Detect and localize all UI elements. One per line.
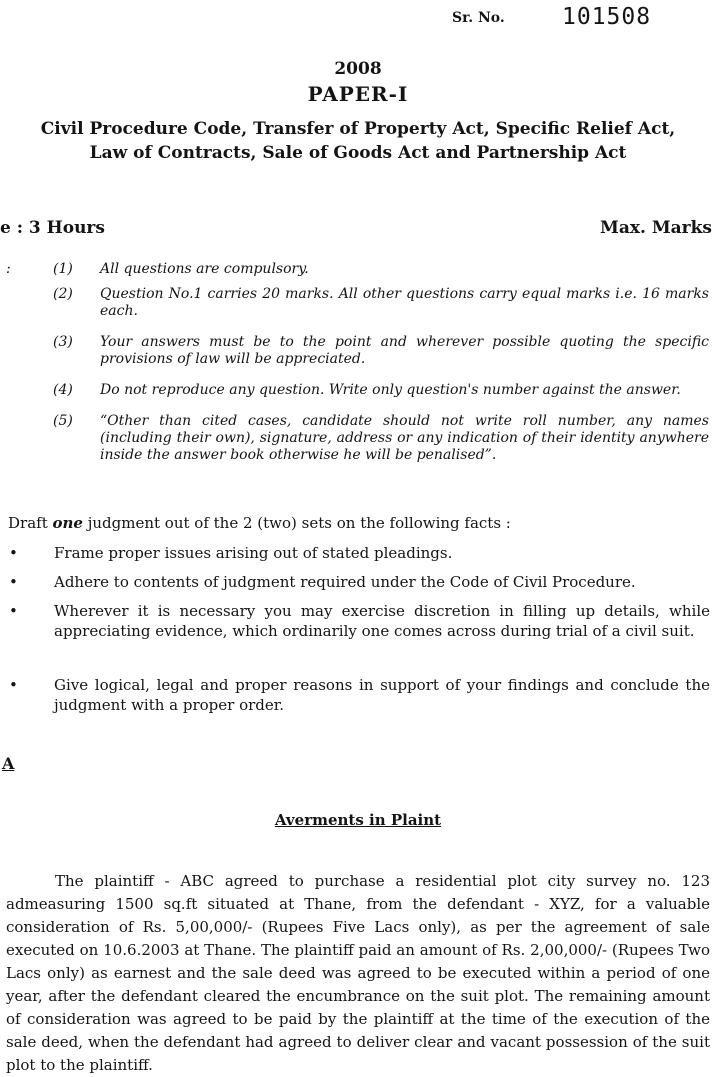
bullet-text: Wherever it is necessary you may exercise discretion in filling up details, while appreciating evidence, which ordinarily one comes across during trial of a civil suit. (54, 602, 710, 640)
serial-number-label: Sr. No. (452, 10, 505, 26)
instruction-text: All questions are compulsory. (100, 261, 309, 277)
serial-number: 101508 (562, 4, 652, 30)
task-intro-emphasis: one (52, 514, 83, 532)
exam-year: 2008 (334, 59, 382, 79)
bullet-text: Frame proper issues arising out of stated pleadings. (54, 544, 453, 562)
instruction-text: Your answers must be to the point and wherever possible quoting the specific provisions of law will be appreciated. (100, 334, 709, 367)
task-intro-end: judgment out of the 2 (two) sets on the following facts : (82, 514, 511, 532)
bullet-dot: • (9, 676, 18, 694)
instructions-colon: : (6, 261, 11, 277)
bullet-dot: • (9, 544, 18, 562)
instruction-number: (4) (53, 382, 73, 398)
instruction-number: (3) (53, 334, 73, 350)
subject-line-2: Law of Contracts, Sale of Goods Act and Partnership Act (89, 143, 627, 163)
set-label: A (2, 754, 15, 773)
time-allowed: e : 3 Hours (0, 218, 105, 238)
instruction-number: (2) (53, 286, 73, 302)
instruction-number: (5) (53, 413, 73, 429)
max-marks: Max. Marks (600, 218, 712, 238)
bullet-dot: • (9, 602, 18, 620)
instruction-text: Question No.1 carries 20 marks. All other questions carry equal marks i.e. 16 marks each. (100, 286, 709, 319)
instruction-text: Do not reproduce any question. Write only question's number against the answer. (100, 382, 681, 398)
section-heading: Averments in Plaint (274, 811, 442, 829)
subject-line-1: Civil Procedure Code, Transfer of Property Act, Specific Relief Act, (40, 119, 676, 139)
bullet-text: Give logical, legal and proper reasons in support of your findings and conclude the judgment with a proper order. (54, 676, 710, 714)
task-intro (8, 514, 511, 532)
plaint-paragraph: The plaintiff - ABC agreed to purchase a residential plot city survey no. 123 admeasuring 1500 sq.ft situated at Thane, from the defendant - XYZ, for a valuable consideration of Rs. 5,00,000/- (Rupees Five Lacs only), as per the agreement of sale executed on 10.6.2003 at Thane. The plaintiff paid an amount of Rs. 2,00,000/- (Rupees Two Lacs only) as earnest and the sale deed was agreed to be executed within a period of one year, after the defendant cleared the encumbrance on the suit plot. The remaining amount of consideration was agreed to be paid by the plaintiff at the time of the execution of the sale deed, when the defendant had agreed to deliver clear and vacant possession of the suit plot to the plaintiff. (6, 872, 710, 1074)
instruction-number: (1) (53, 261, 73, 277)
paper-title: PAPER-I (307, 82, 409, 106)
bullet-text: Adhere to contents of judgment required under the Code of Civil Procedure. (54, 573, 636, 591)
instruction-text: “Other than cited cases, candidate should not write roll number, any names (including their own), signature, address or any indication of their identity anywhere inside the answer book otherwise he will be penalised”. (100, 413, 709, 463)
bullet-dot: • (9, 573, 18, 591)
task-intro-start: Draft (8, 514, 53, 532)
